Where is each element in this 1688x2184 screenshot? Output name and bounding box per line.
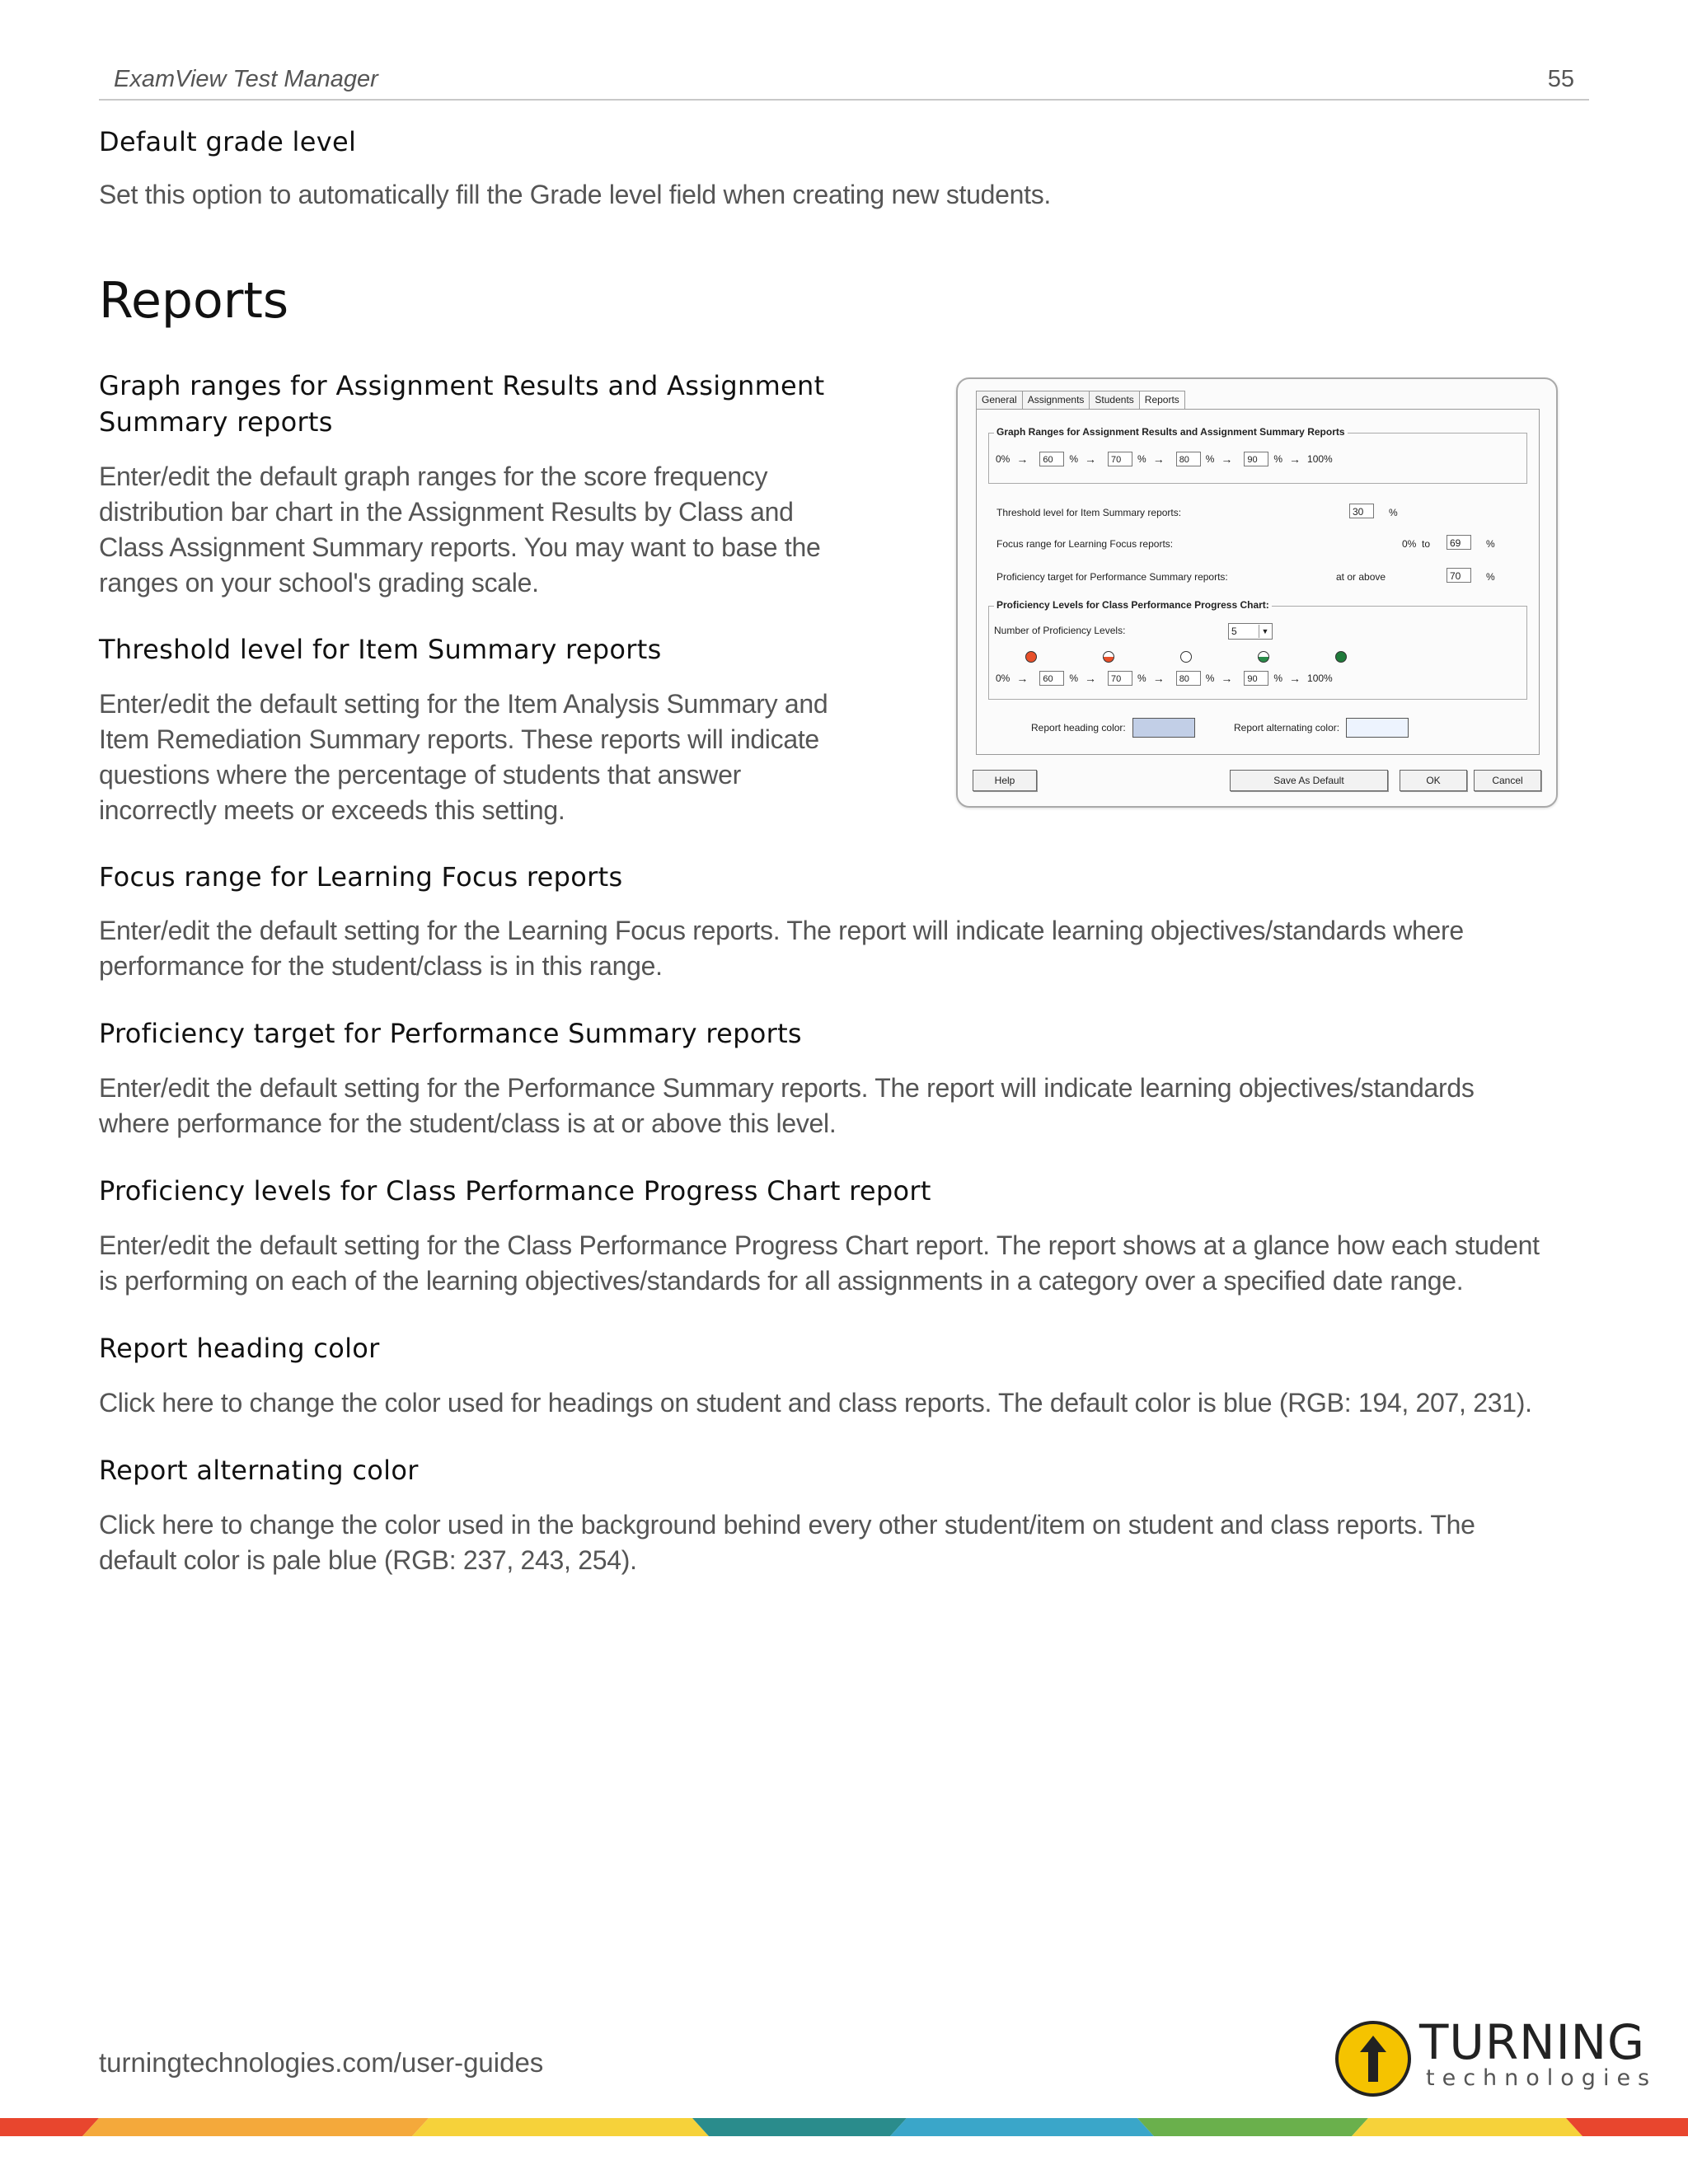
focus-label: Focus range for Learning Focus reports: [996, 538, 1174, 550]
alt-color-heading: Report alternating color [99, 1455, 419, 1486]
prof-target-body-2: where performance for the student/class is at or above this level. [99, 1108, 837, 1138]
tab-students[interactable]: Students [1089, 391, 1139, 409]
threshold-input[interactable]: 30 [1349, 504, 1374, 518]
level-green-icon [1335, 651, 1347, 663]
graph-range-input-2[interactable]: 70 [1108, 452, 1132, 466]
graph-ranges-group [988, 426, 1527, 484]
percent-label: % [1137, 673, 1146, 684]
tab-reports[interactable]: Reports [1139, 391, 1185, 409]
prof-levels-heading: Proficiency levels for Class Performance Progress Chart report [99, 1175, 931, 1207]
prof-target-qualifier: at or above [1336, 571, 1386, 583]
prof-level-input-3[interactable]: 80 [1176, 671, 1201, 686]
focus-to-input[interactable]: 69 [1447, 535, 1471, 550]
prof-target-body-1: Enter/edit the default setting for the Performance Summary reports. The report will indicate learning objectives/standards [99, 1073, 1475, 1103]
arrow-icon: → [1016, 452, 1029, 466]
logo-sub: technologies [1426, 2065, 1658, 2091]
graph-range-input-3[interactable]: 80 [1176, 452, 1201, 466]
prof-target-label: Proficiency target for Performance Summary reports: [996, 571, 1228, 583]
cancel-button[interactable]: Cancel [1474, 770, 1541, 791]
prof-levels-group-title: Proficiency Levels for Class Performance Progress Chart: [994, 599, 1272, 611]
percent-label: % [1273, 673, 1283, 684]
level-red-icon [1025, 651, 1037, 663]
chevron-down-icon: ▼ [1259, 625, 1271, 638]
tab-assignments[interactable]: Assignments [1022, 391, 1090, 409]
threshold-heading: Threshold level for Item Summary reports [99, 634, 662, 665]
threshold-body-4: incorrectly meets or exceeds this setting. [99, 795, 565, 825]
graph-range-input-4[interactable]: 90 [1244, 452, 1268, 466]
threshold-body-2: Item Remediation Summary reports. These reports will indicate [99, 724, 819, 754]
percent-label: % [1069, 453, 1079, 465]
percent-label: % [1486, 538, 1495, 550]
prof-level-input-4[interactable]: 90 [1244, 671, 1268, 686]
heading-color-swatch[interactable] [1132, 718, 1195, 738]
dialog-tabs [976, 391, 1184, 409]
prof-end: 100% [1307, 673, 1333, 684]
alt-color-body-2: default color is pale blue (RGB: 237, 243, 254). [99, 1545, 637, 1575]
graph-range-input-1[interactable]: 60 [1039, 452, 1064, 466]
reports-options-dialog [956, 377, 1558, 808]
graph-start: 0% [996, 453, 1010, 465]
num-levels-label: Number of Proficiency Levels: [994, 625, 1126, 636]
focus-to-word: to [1422, 538, 1431, 550]
percent-label: % [1486, 571, 1495, 583]
arrow-icon: → [1289, 672, 1301, 685]
prof-levels-row [996, 671, 1333, 686]
arrow-icon: → [1221, 452, 1233, 466]
prof-target-input[interactable]: 70 [1447, 568, 1471, 583]
page-number: 55 [1547, 66, 1574, 92]
graph-ranges-heading-2: Summary reports [99, 406, 333, 438]
turning-arrow-icon [1335, 2021, 1411, 2097]
graph-ranges-body-1: Enter/edit the default graph ranges for the score frequency [99, 462, 768, 491]
percent-label: % [1205, 453, 1215, 465]
arrow-icon: → [1085, 672, 1097, 685]
footer-color-stripe [0, 2118, 1688, 2136]
prof-start: 0% [996, 673, 1010, 684]
percent-label: % [1205, 673, 1215, 684]
arrow-icon: → [1289, 452, 1301, 466]
alt-color-swatch[interactable] [1346, 718, 1409, 738]
arrow-icon: → [1221, 672, 1233, 685]
page-header [99, 66, 1589, 101]
prof-level-input-1[interactable]: 60 [1039, 671, 1064, 686]
alt-color-row [1234, 718, 1409, 738]
arrow-icon: → [1085, 452, 1097, 466]
threshold-body-3: questions where the percentage of students that answer [99, 760, 741, 790]
heading-color-body: Click here to change the color used for headings on student and class reports. The default color is blue (RGB: 194, 207, 231). [99, 1388, 1532, 1418]
graph-ranges-body-4: ranges on your school's grading scale. [99, 568, 539, 598]
prof-levels-body-2: is performing on each of the learning objectives/standards for all assignments in a category over a specified date range. [99, 1266, 1464, 1296]
default-grade-body: Set this option to automatically fill the Grade level field when creating new students. [99, 180, 1051, 209]
logo-word: TURNING [1419, 2014, 1646, 2070]
prof-target-heading: Proficiency target for Performance Summary reports [99, 1018, 802, 1049]
graph-end: 100% [1307, 453, 1333, 465]
heading-color-row [1031, 718, 1195, 738]
focus-body-1: Enter/edit the default setting for the Learning Focus reports. The report will indicate learning objectives/standards where [99, 916, 1464, 945]
percent-label: % [1137, 453, 1146, 465]
level-orange-icon [1103, 651, 1114, 663]
footer-url: turningtechnologies.com/user-guides [99, 2047, 544, 2078]
graph-ranges-group-title: Graph Ranges for Assignment Results and Assignment Summary Reports [994, 426, 1348, 438]
alt-color-label: Report alternating color: [1234, 722, 1340, 733]
threshold-body-1: Enter/edit the default setting for the Item Analysis Summary and [99, 689, 828, 719]
prof-levels-body-1: Enter/edit the default setting for the Class Performance Progress Chart report. The report shows at a glance how each student [99, 1230, 1540, 1260]
alt-color-body-1: Click here to change the color used in the background behind every other student/item on student and class reports. The [99, 1510, 1475, 1540]
percent-label: % [1069, 673, 1079, 684]
num-levels-value: 5 [1231, 626, 1237, 637]
save-as-default-button[interactable]: Save As Default [1230, 770, 1388, 791]
graph-ranges-heading-1: Graph ranges for Assignment Results and Assignment [99, 370, 825, 401]
threshold-label: Threshold level for Item Summary reports: [996, 507, 1182, 518]
level-white-icon [1180, 651, 1192, 663]
percent-label: % [1273, 453, 1283, 465]
arrow-icon: → [1152, 452, 1165, 466]
arrow-icon: → [1152, 672, 1165, 685]
heading-color-heading: Report heading color [99, 1333, 380, 1364]
reports-title: Reports [99, 272, 289, 330]
percent-label: % [1389, 507, 1398, 518]
doc-title: ExamView Test Manager [114, 66, 378, 92]
graph-ranges-body-2: distribution bar chart in the Assignment Results by Class and [99, 497, 794, 527]
prof-levels-group [988, 599, 1527, 700]
arrow-icon: → [1016, 672, 1029, 685]
graph-ranges-body-3: Class Assignment Summary reports. You may want to base the [99, 532, 821, 562]
help-button[interactable]: Help [973, 770, 1037, 791]
level-lightgreen-icon [1258, 651, 1269, 663]
focus-body-2: performance for the student/class is in this range. [99, 951, 663, 981]
graph-ranges-row [996, 452, 1333, 466]
heading-color-label: Report heading color: [1031, 722, 1126, 733]
default-grade-heading: Default grade level [99, 126, 357, 157]
ok-button[interactable]: OK [1400, 770, 1467, 791]
tab-general[interactable]: General [976, 391, 1023, 409]
focus-heading: Focus range for Learning Focus reports [99, 861, 623, 893]
reports-panel [976, 409, 1540, 755]
num-levels-select[interactable] [1228, 623, 1273, 640]
focus-from: 0% [1402, 538, 1417, 550]
turning-logo [1335, 2014, 1658, 2097]
prof-level-input-2[interactable]: 70 [1108, 671, 1132, 686]
